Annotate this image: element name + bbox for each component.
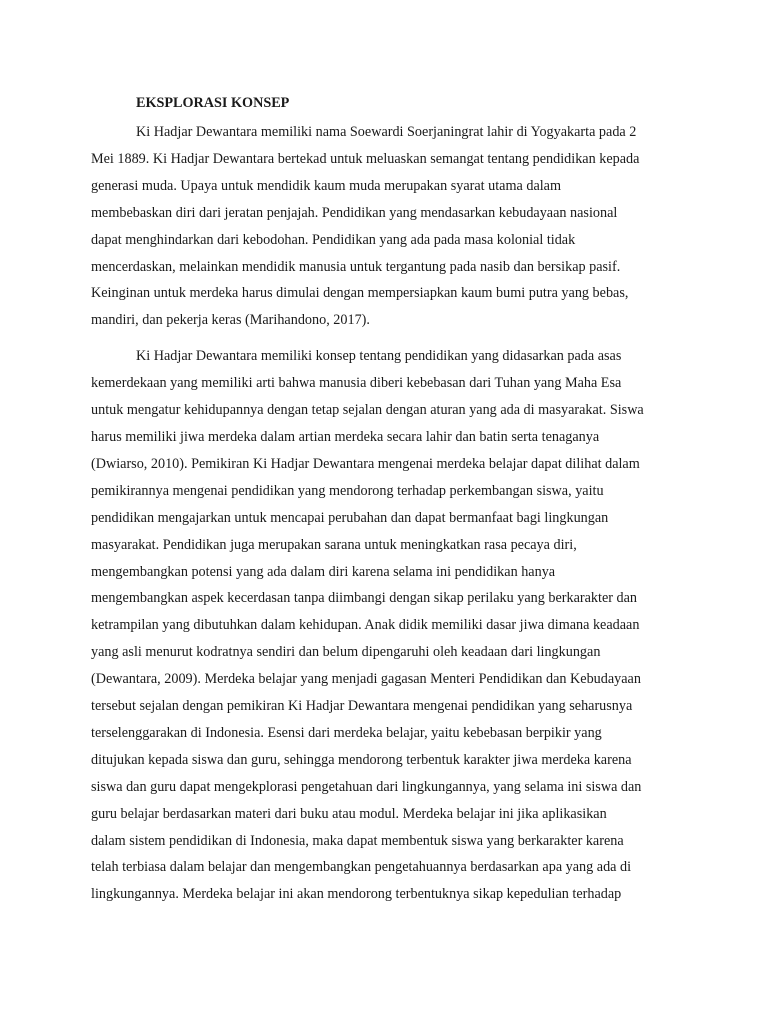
text-line: mengembangkan aspek kecerdasan tanpa diimbangi dengan sikap perilaku yang berkarakter dan [91,590,638,607]
text-line: pemikirannya mengenai pendidikan yang mendorong terhadap perkembangan siswa, yaitu [91,482,604,499]
text-line: Keinginan untuk merdeka harus dimulai dengan mempersiapkan kaum bumi putra yang bebas, [91,285,629,302]
text-line: guru belajar berdasarkan materi dari buku atau modul. Merdeka belajar ini jika aplikasikan [91,805,607,822]
text-line: ditujukan kepada siswa dan guru, sehingga mendorong terbentuk karakter jiwa merdeka karena [91,751,632,768]
text-line: mandiri, dan pekerja keras (Marihandono, 2017). [91,312,370,329]
text-line: lingkungannya. Merdeka belajar ini akan mendorong terbentuknya sikap kepedulian terhadap [91,886,622,903]
text-line: dalam sistem pendidikan di Indonesia, maka dapat membentuk siswa yang berkarakter karena [91,832,624,849]
text-line: telah terbiasa dalam belajar dan mengembangkan pengetahuannya berdasarkan apa yang ada di [91,859,632,876]
text-line: membebaskan diri dari jeratan penjajah. Pendidikan yang mendasarkan kebudayaan nasional [91,204,618,221]
text-line: (Dewantara, 2009). Merdeka belajar yang menjadi gagasan Menteri Pendidikan dan Kebudayaan [91,671,641,688]
text-line: (Dwiarso, 2010). Pemikiran Ki Hadjar Dewantara mengenai merdeka belajar dapat dilihat dalam [91,455,640,472]
section-heading: EKSPLORASI KONSEP [136,95,290,111]
document-body [91,92,681,917]
text-line: yang asli menurut kodratnya sendiri dan belum dipengaruhi oleh keadaan dari lingkungan [91,644,601,661]
text-line: mengembangkan potensi yang ada dalam diri karena selama ini pendidikan hanya [91,563,556,580]
text-line: mencerdaskan, melainkan mendidik manusia untuk tergantung pada nasib dan bersikap pasif. [91,258,621,275]
paragraph-2 [91,343,681,908]
text-line: pendidikan mengajarkan untuk mencapai perubahan dan dapat bermanfaat bagi lingkungan [91,509,609,526]
text-line: siswa dan guru dapat mengekplorasi pengetahuan dari lingkungannya, yang selama ini siswa dan [91,778,642,795]
text-line: generasi muda. Upaya untuk mendidik kaum muda merupakan syarat utama dalam [91,177,562,194]
text-line: tersebut sejalan dengan pemikiran Ki Hadjar Dewantara mengenai pendidikan yang seharusnya [91,698,633,715]
text-line: kemerdekaan yang memiliki arti bahwa manusia diberi kebebasan dari Tuhan yang Maha Esa [91,375,622,392]
text-line: Mei 1889. Ki Hadjar Dewantara bertekad untuk meluaskan semangat tentang pendidikan kepada [91,150,640,167]
text-line: dapat menghindarkan dari kebodohan. Pendidikan yang ada pada masa kolonial tidak [91,231,576,248]
paragraph-1 [91,119,681,334]
text-line: terselenggarakan di Indonesia. Esensi dari merdeka belajar, yaitu kebebasan berpikir yang [91,724,602,741]
text-line: ketrampilan yang dibutuhkan dalam kehidupan. Anak didik memiliki dasar jiwa dimana keadaan [91,617,640,634]
text-line: Ki Hadjar Dewantara memiliki nama Soewardi Soerjaningrat lahir di Yogyakarta pada 2 [136,124,637,140]
text-line: masyarakat. Pendidikan juga merupakan sarana untuk meningkatkan rasa pecaya diri, [91,536,577,553]
text-line: Ki Hadjar Dewantara memiliki konsep tentang pendidikan yang didasarkan pada asas [136,348,622,365]
text-line: harus memiliki jiwa merdeka dalam artian merdeka secara lahir dan batin serta tenaganya [91,428,600,445]
text-line: untuk mengatur kehidupannya dengan tetap sejalan dengan aturan yang ada di masyarakat. Siswa [91,402,644,419]
